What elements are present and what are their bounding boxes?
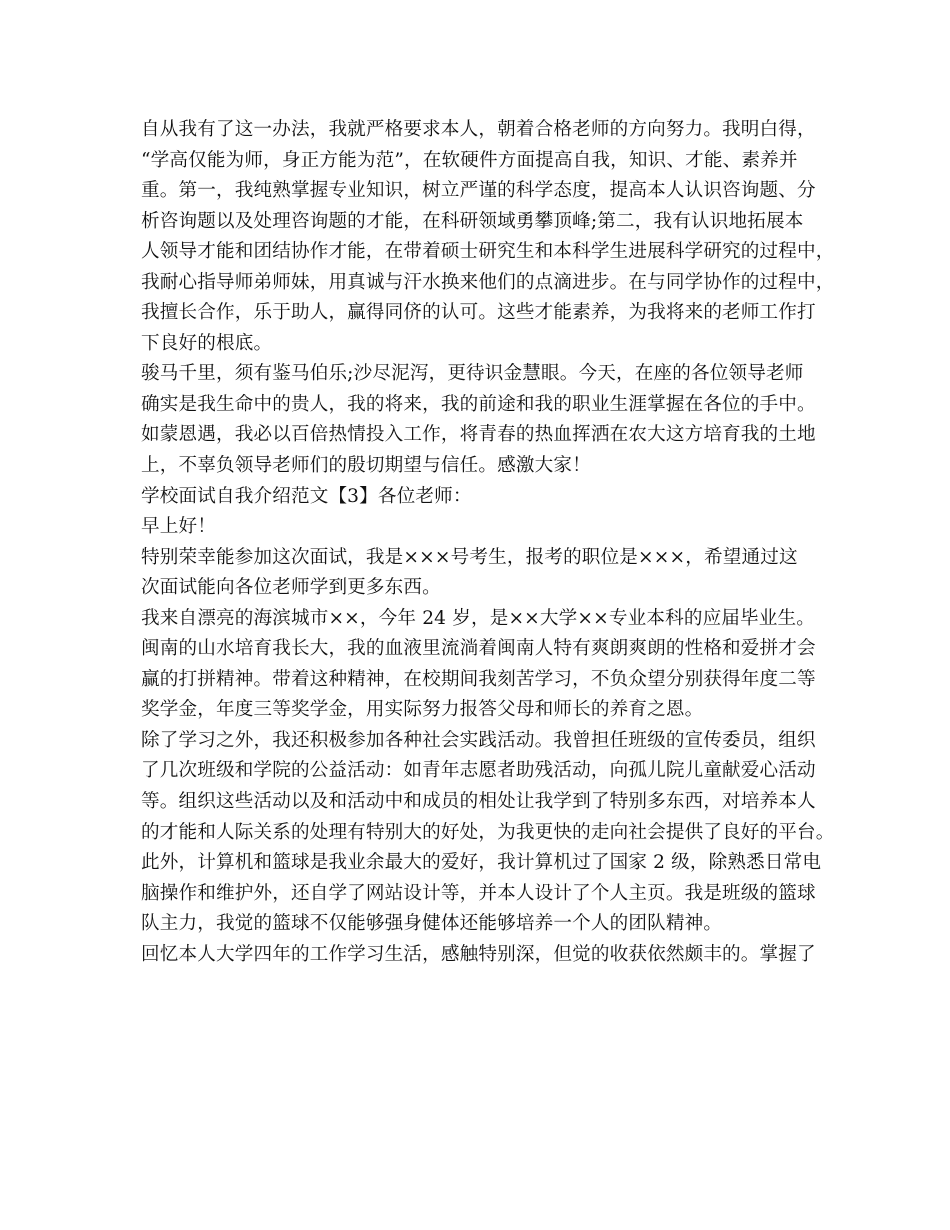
section-heading-line: 学校面试自我介绍范文【3】各位老师： [141, 485, 472, 507]
text-line-18: 闽南的山水培育我长大，我的血液里流淌着闽南人特有爽朗爽朗的性格和爱拼才会 [141, 638, 816, 660]
text-line-9: 骏马千里，须有鉴马伯乐;沙尽泥泻，更待识金慧眼。今天，在座的各位领导老师 [141, 363, 804, 385]
text-line-10: 确实是我生命中的贵人，我的将来，我的前途和我的职业生涯掌握在各位的手中。 [141, 393, 816, 415]
text-line-8: 下良好的根底。 [141, 332, 273, 354]
text-line-11: 如蒙恩遇，我必以百倍热情投入工作，将青春的热血挥洒在农大这方培育我的土地 [141, 424, 816, 446]
text-line-25: 此外，计算机和篮球是我业余最大的爱好，我计算机过了国家 2 级，除熟悉日常电 [141, 852, 822, 874]
text-line-2: “学高仅能为师，身正方能为范”，在软硬件方面提高自我，知识、才能、素养并 [141, 149, 798, 171]
text-line-20: 奖学金，年度三等奖学金，用实际努力报答父母和师长的养育之恩。 [141, 699, 704, 721]
document-body [141, 115, 835, 970]
text-line-6: 我耐心指导师弟师妹，用真诚与汗水换来他们的点滴进步。在与同学协作的过程中， [141, 271, 835, 293]
text-line-1: 自从我有了这一办法，我就严格要求本人，朝着合格老师的方向努力。我明白得， [141, 119, 816, 140]
text-line-26: 脑操作和维护外，还自学了网站设计等，并本人设计了个人主页。我是班级的篮球 [141, 882, 816, 904]
text-line-19: 赢的打拼精神。带着这种精神，在校期间我刻苦学习，不负众望分别获得年度二等 [141, 668, 816, 690]
greeting-line: 早上好！ [141, 516, 216, 538]
text-line-5: 人领导才能和团结协作才能，在带着硕士研究生和本科学生进展科学研究的过程中， [141, 241, 835, 263]
text-line-4: 析咨询题以及处理咨询题的才能，在科研领域勇攀顶峰;第二，我有认识地拓展本 [141, 210, 804, 232]
text-line-21: 除了学习之外，我还积极参加各种社会实践活动。我曾担任班级的宣传委员，组织 [141, 729, 816, 751]
text-line-15: 特别荣幸能参加这次面试，我是×××号考生，报考的职位是×××，希望通过这 [141, 546, 798, 568]
text-line-24: 的才能和人际关系的处理有特别大的好处，为我更快的走向社会提供了良好的平台。 [141, 821, 835, 843]
text-line-27: 队主力，我觉的篮球不仅能够强身健体还能够培养一个人的团队精神。 [141, 913, 723, 935]
text-line-12: 上，不辜负领导老师们的殷切期望与信任。感激大家！ [141, 455, 591, 477]
text-line-7: 我擅长合作，乐于助人，赢得同侪的认可。这些才能素养，为我将来的老师工作打 [141, 302, 816, 324]
text-line-3: 重。第一，我纯熟掌握专业知识，树立严谨的科学态度，提高本人认识咨询题、分 [141, 180, 816, 202]
text-line-16: 次面试能向各位老师学到更多东西。 [141, 577, 441, 599]
text-line-28: 回忆本人大学四年的工作学习生活，感触特别深，但觉的收获依然颇丰的。掌握了 [141, 943, 816, 965]
text-line-17: 我来自漂亮的海滨城市××，今年 24 岁，是××大学××专业本科的应届毕业生。 [141, 607, 816, 629]
text-line-22: 了几次班级和学院的公益活动：如青年志愿者助残活动，向孤儿院儿童献爱心活动 [141, 760, 816, 782]
text-line-23: 等。组织这些活动以及和活动中和成员的相处让我学到了特别多东西，对培养本人 [141, 791, 816, 813]
